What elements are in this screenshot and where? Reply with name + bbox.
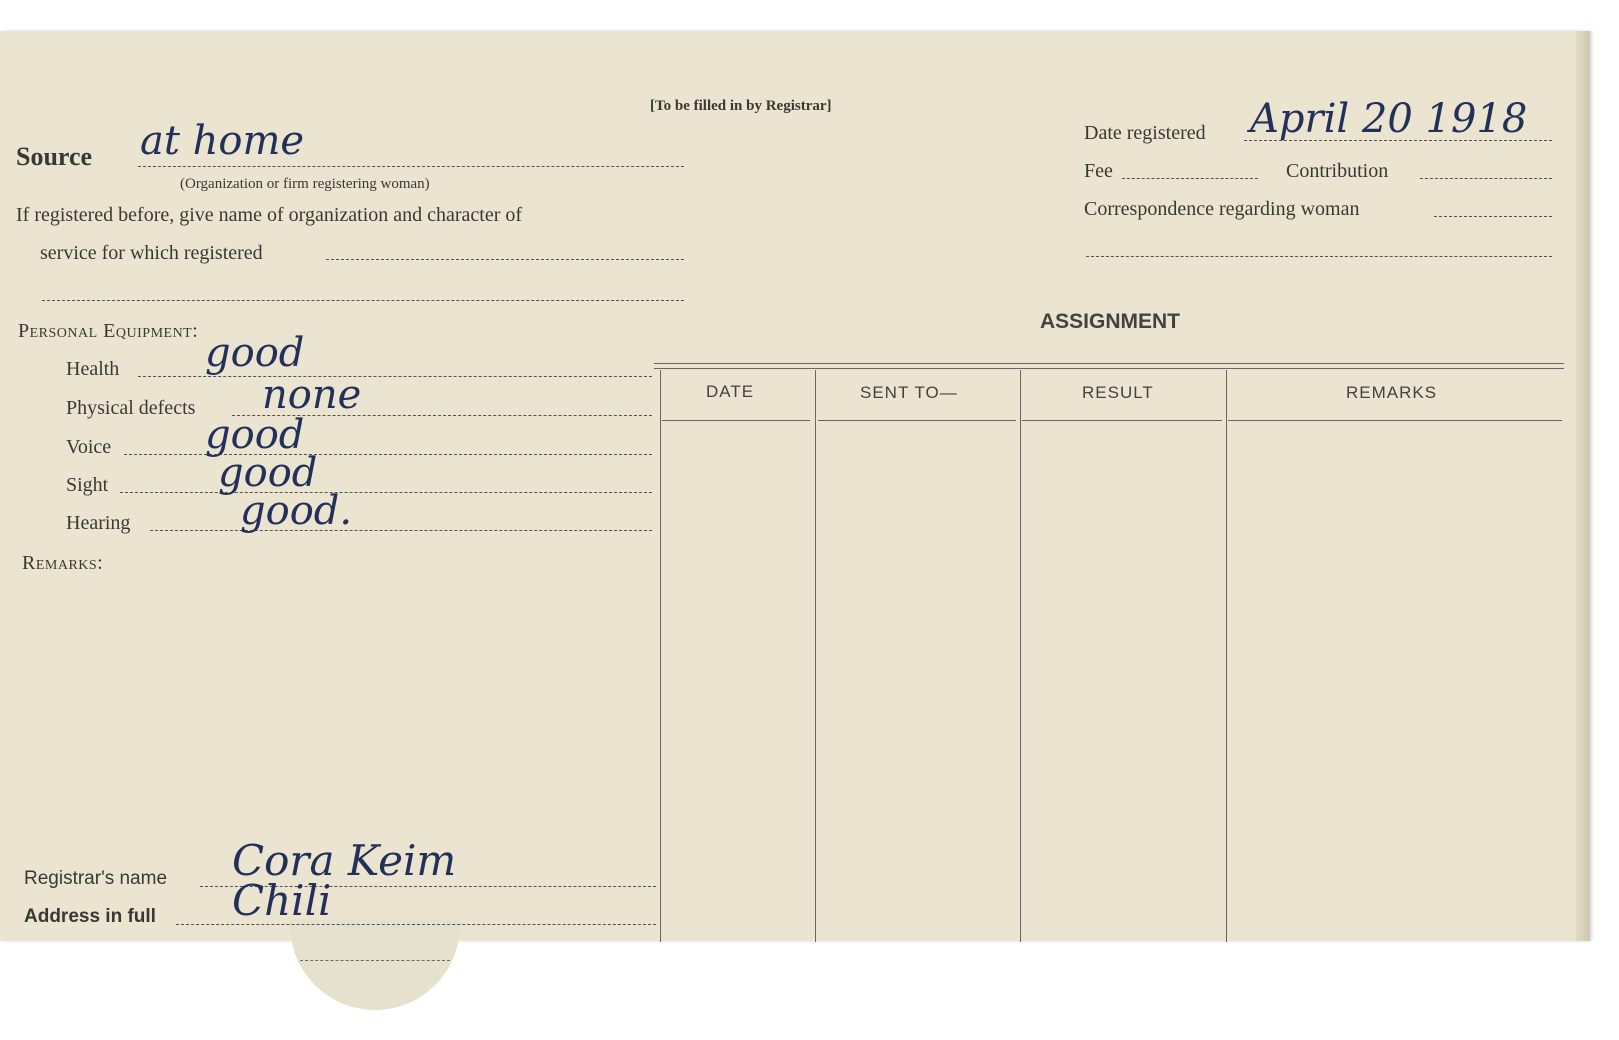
fee-line[interactable] [1122,178,1258,179]
health-value[interactable]: good [205,330,305,376]
voice-value[interactable]: good [205,412,305,458]
remarks-label: Remarks: [22,552,104,574]
voice-label: Voice [66,436,112,458]
col-sent-to: SENT TO— [860,383,958,402]
date-header-rule [662,420,810,421]
voice-line [124,454,652,455]
assignment-title: ASSIGNMENT [1040,310,1181,333]
col-date: DATE [706,382,755,401]
tab-dotted-line [300,960,450,961]
source-label: Source [16,142,93,171]
sight-value[interactable]: good [218,450,318,496]
date-registered-value[interactable]: April 20 1918 [1250,96,1528,142]
registered-before-line-a[interactable] [326,259,684,260]
assignment-rule-top-2 [654,368,1564,369]
address-value[interactable]: Chili [232,876,332,925]
contribution-line[interactable] [1420,178,1552,179]
sent-to-header-rule [818,420,1016,421]
contribution-label: Contribution [1286,160,1389,182]
correspondence-line-b[interactable] [1086,256,1552,257]
health-line [138,376,652,377]
table-divider-1 [815,370,816,942]
hearing-line [150,530,652,531]
table-border-left [660,370,661,942]
date-registered-label: Date registered [1084,122,1206,144]
correspondence-label: Correspondence regarding woman [1084,198,1360,220]
sight-label: Sight [66,474,109,496]
col-result: RESULT [1082,383,1154,402]
fee-label: Fee [1084,160,1113,182]
source-line [138,166,684,167]
sight-line [120,492,652,493]
registered-before-line2: service for which registered [40,242,263,264]
physical-defects-value[interactable]: none [262,372,362,418]
source-caption: (Organization or firm registering woman) [180,176,430,192]
health-label: Health [66,358,120,380]
registrar-note: [To be filled in by Registrar] [650,98,832,114]
hearing-value[interactable]: good. [240,488,353,534]
registered-before-line-b[interactable] [42,300,684,301]
table-divider-3 [1226,370,1227,942]
card-edge [1576,31,1590,941]
address-label: Address in full [24,906,156,927]
hearing-label: Hearing [66,512,131,534]
registered-before-line1: If registered before, give name of organization and character of [16,204,523,226]
source-value[interactable]: at home [140,118,305,164]
card-tab [290,920,460,1010]
personal-equipment-heading: Personal Equipment: [18,320,199,342]
result-header-rule [1022,420,1222,421]
physical-defects-label: Physical defects [66,397,196,419]
assignment-rule-top [654,363,1564,364]
col-remarks: REMARKS [1346,383,1438,402]
correspondence-line-a[interactable] [1434,216,1552,217]
remarks-header-rule [1228,420,1562,421]
table-divider-2 [1020,370,1021,942]
registrar-name-label: Registrar's name [24,868,168,889]
registrar-name-value[interactable]: Cora Keim [232,836,457,885]
